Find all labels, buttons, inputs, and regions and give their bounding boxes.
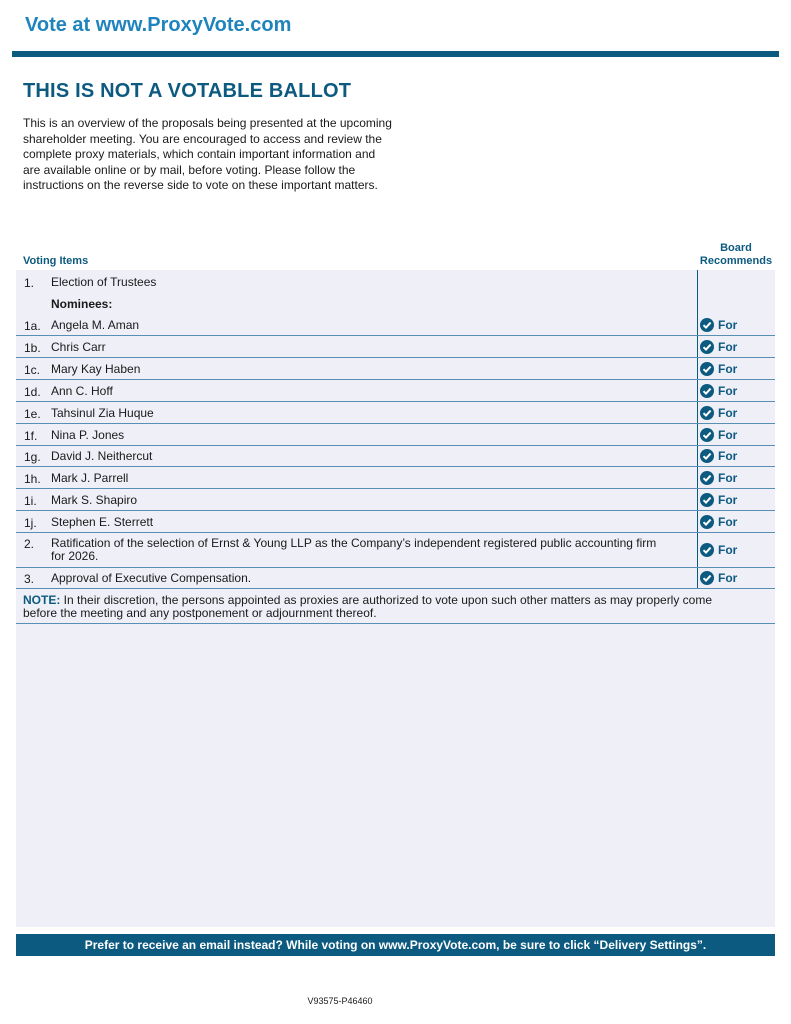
recommendation-label: For (718, 340, 738, 354)
check-circle-icon (700, 384, 714, 398)
table-row-nominee (16, 314, 775, 336)
nominee-name: Angela M. Aman (51, 318, 140, 332)
nominee-name: Mary Kay Haben (51, 362, 141, 376)
board-recommendation (700, 362, 737, 376)
check-circle-icon (700, 471, 714, 485)
item-number: 1d. (24, 385, 41, 399)
footer-banner: Prefer to receive an email instead? While voting on www.ProxyVote.com, be sure to click “Delivery Settings”. (16, 934, 775, 956)
nominee-name: Ann C. Hoff (51, 384, 113, 398)
nominees-label: Nominees: (51, 297, 113, 311)
check-circle-icon (700, 428, 714, 442)
check-circle-icon (700, 406, 714, 420)
table-row-nominee (16, 380, 775, 402)
check-circle-icon (700, 571, 714, 585)
table-row-item-3 (16, 568, 775, 589)
item-number: 3. (24, 572, 35, 586)
item-description-line2: for 2026. (51, 549, 99, 563)
table-row-item-1 (16, 270, 775, 292)
page-title: THIS IS NOT A VOTABLE BALLOT (23, 80, 352, 102)
nominee-name: Tahsinul Zia Huque (51, 406, 154, 420)
recommendation-label: For (718, 493, 738, 507)
board-recommendation (700, 449, 737, 463)
check-circle-icon (700, 362, 714, 376)
table-row-item-2 (16, 534, 775, 568)
board-recommendation (700, 428, 737, 442)
table-row-nominee (16, 358, 775, 380)
document-code: V93575-P46460 (307, 996, 373, 1006)
table-row-nominee (16, 402, 775, 424)
table-row-nominee (16, 511, 775, 533)
nominee-name: Mark J. Parrell (51, 471, 129, 485)
table-row-nominees-label (16, 292, 775, 314)
board-recommendation (700, 493, 737, 507)
board-recommendation (700, 571, 737, 585)
check-circle-icon (700, 449, 714, 463)
item-number: 1i. (24, 494, 37, 508)
item-description: Election of Trustees (51, 275, 157, 289)
header-divider (12, 51, 779, 57)
table-row-nominee (16, 467, 775, 489)
recommendation-label: For (718, 384, 738, 398)
table-row-nominee (16, 489, 775, 511)
item-number: 2. (24, 537, 35, 551)
nominee-name: Mark S. Shapiro (51, 493, 138, 507)
recommendation-label: For (718, 449, 738, 463)
item-number: 1g. (24, 450, 41, 464)
item-number: 1e. (24, 407, 41, 421)
board-recommends-header (696, 242, 776, 268)
recommendation-label: For (718, 428, 738, 442)
item-description: Approval of Executive Compensation. (51, 571, 252, 585)
board-header-line1: Board (720, 242, 752, 254)
check-circle-icon (700, 493, 714, 507)
note-body: In their discretion, the persons appointed as proxies are authorized to vote upon such other matters as may properly come before the meeting and any postponement or adjournment thereof. (23, 593, 713, 620)
check-circle-icon (700, 318, 714, 332)
item-number: 1h. (24, 472, 41, 486)
header-title[interactable]: Vote at www.ProxyVote.com (25, 14, 292, 36)
board-recommendation (700, 406, 737, 420)
item-number: 1f. (24, 429, 38, 443)
nominee-name: Chris Carr (51, 340, 106, 354)
table-row-nominee (16, 424, 775, 446)
nominee-name: David J. Neithercut (51, 449, 153, 463)
table-row-nominee (16, 336, 775, 358)
board-recommendation (700, 471, 737, 485)
check-circle-icon (700, 340, 714, 354)
note-text (23, 594, 713, 620)
nominee-name: Nina P. Jones (51, 428, 125, 442)
recommendation-label: For (718, 543, 738, 557)
item-number: 1c. (24, 363, 41, 377)
recommendation-label: For (718, 318, 738, 332)
board-recommendation (700, 515, 737, 529)
note-label: NOTE: (23, 593, 61, 607)
table-row-nominee (16, 445, 775, 467)
recommendation-label: For (718, 571, 738, 585)
intro-paragraph: This is an overview of the proposals being presented at the upcoming shareholder meeting. You are encouraged to access and review the complete proxy materials, which contain important information and are available online or by mail, before voting. Please follow the instructions on the reverse side to vote on these important matters. (23, 116, 392, 193)
item-number: 1j. (24, 516, 37, 530)
item-number: 1a. (24, 319, 41, 333)
item-number: 1b. (24, 341, 41, 355)
recommendation-label: For (718, 406, 738, 420)
voting-items-header: Voting Items (23, 255, 89, 267)
check-circle-icon (700, 515, 714, 529)
nominee-name: Stephen E. Sterrett (51, 515, 154, 529)
note-divider (16, 623, 775, 624)
item-number: 1. (24, 276, 35, 290)
check-circle-icon (700, 543, 714, 557)
recommendation-label: For (718, 515, 738, 529)
board-recommendation (700, 543, 737, 557)
board-recommendation (700, 318, 737, 332)
board-recommendation (700, 384, 737, 398)
board-recommendation (700, 340, 737, 354)
board-header-line2: Recommends (699, 255, 773, 267)
item-description (51, 537, 701, 563)
recommendation-label: For (718, 471, 738, 485)
item-description-line1: Ratification of the selection of Ernst & Young LLP as the Company’s independent registered public accounting firm (51, 536, 657, 550)
recommendation-label: For (718, 362, 738, 376)
